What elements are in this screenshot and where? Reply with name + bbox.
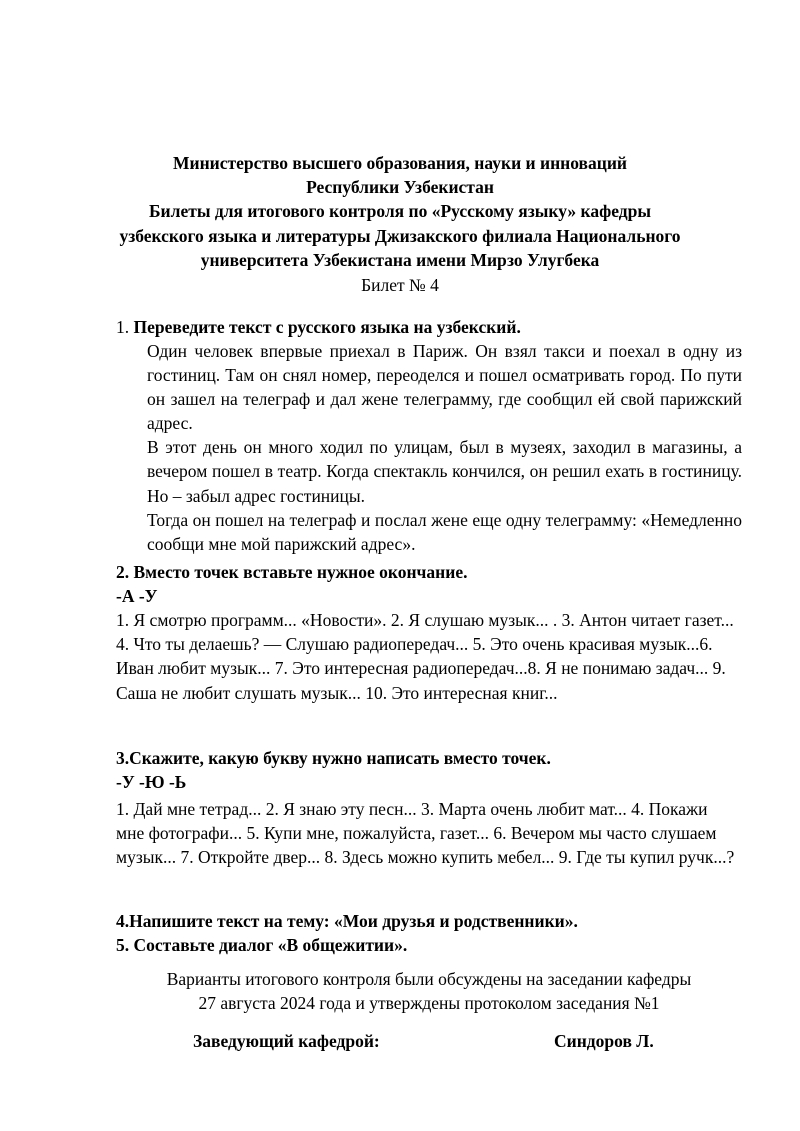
signature-name: Синдоров Л. — [554, 1031, 654, 1051]
approval-line: 27 августа 2024 года и утверждены протоколом заседания №1 — [198, 993, 660, 1013]
question-1-paragraph: Тогда он пошел на телеграф и послал жене еще одну телеграмму: «Немедленно сообщи мне мой парижский адрес». — [147, 509, 742, 554]
question-2-title: 2. Вместо точек вставьте нужное окончание. — [116, 562, 468, 582]
question-3-text: 1. Дай мне тетрад... 2. Я знаю эту песн... 3. Марта очень любит мат... 4. Покажи мне фотографи... 5. Купи мне, пожалуйста, газет... 6. Вечером мы часто слушаем музык... 7. Откройте двер... 8. Здесь можно купить мебел... 9. Где ты купил ручк...? — [116, 799, 735, 868]
document-header — [0, 151, 800, 272]
header-line-department: узбекского языка и литературы Джизакского филиала Национального — [119, 225, 681, 246]
question-1-paragraph: В этот день он много ходил по улицам, был в музеях, заходил в магазины, а вечером пошел в театр. Когда спектакль кончился, он решил ехать в гостиницу. Но – забыл адрес гостиницы. — [147, 437, 742, 506]
signature-label: Заведующий кафедрой: — [193, 1031, 380, 1051]
header-line-ministry: Министерство высшего образования, науки и инноваций — [172, 153, 628, 173]
ticket-number: Билет № 4 — [361, 275, 439, 295]
question-2-text: 1. Я смотрю программ... «Новости». 2. Я слушаю музык... . 3. Антон читает газет... 4. Что ты делаешь? — Слушаю радиопередач... 5. Это очень красивая музык...6. Иван любит музык... 7. Это интересная радиопередач...8. Я не понимаю задач... 9. Саша не любит слушать музык... 10. Это интересная книг... — [116, 610, 734, 703]
question-1-heading — [116, 315, 756, 339]
question-1-number: 1. — [116, 317, 130, 337]
question-3-title: 3.Скажите, какую букву нужно написать вместо точек. — [116, 748, 551, 768]
header-line-republic: Республики Узбекистан — [306, 177, 494, 198]
question-1-text — [147, 339, 742, 556]
question-5-title: 5. Составьте диалог «В общежитии». — [116, 935, 408, 955]
question-3-letters: -У -Ю -Ь — [116, 772, 187, 792]
approval-note — [0, 967, 800, 1015]
header-line-university: университета Узбекистана имени Мирзо Улугбека — [200, 249, 600, 270]
question-1-paragraph: Один человек впервые приехал в Париж. Он взял такси и поехал в одну из гостиниц. Там он снял номер, переоделся и пошел осматривать город. По пути он зашел на телеграф и дал жене телеграмму, где сообщил ей свой парижский адрес. — [147, 341, 742, 434]
question-2-endings: -А -У — [116, 586, 158, 606]
header-line-tickets: Билеты для итогового контроля по «Русскому языку» кафедры — [148, 201, 651, 222]
question-4-title: 4.Напишите текст на тему: «Мои друзья и родственники». — [116, 911, 578, 931]
approval-line: Варианты итогового контроля были обсуждены на заседании кафедры — [166, 969, 692, 989]
question-1-title: Переведите текст с русского языка на узбекский. — [133, 317, 521, 337]
